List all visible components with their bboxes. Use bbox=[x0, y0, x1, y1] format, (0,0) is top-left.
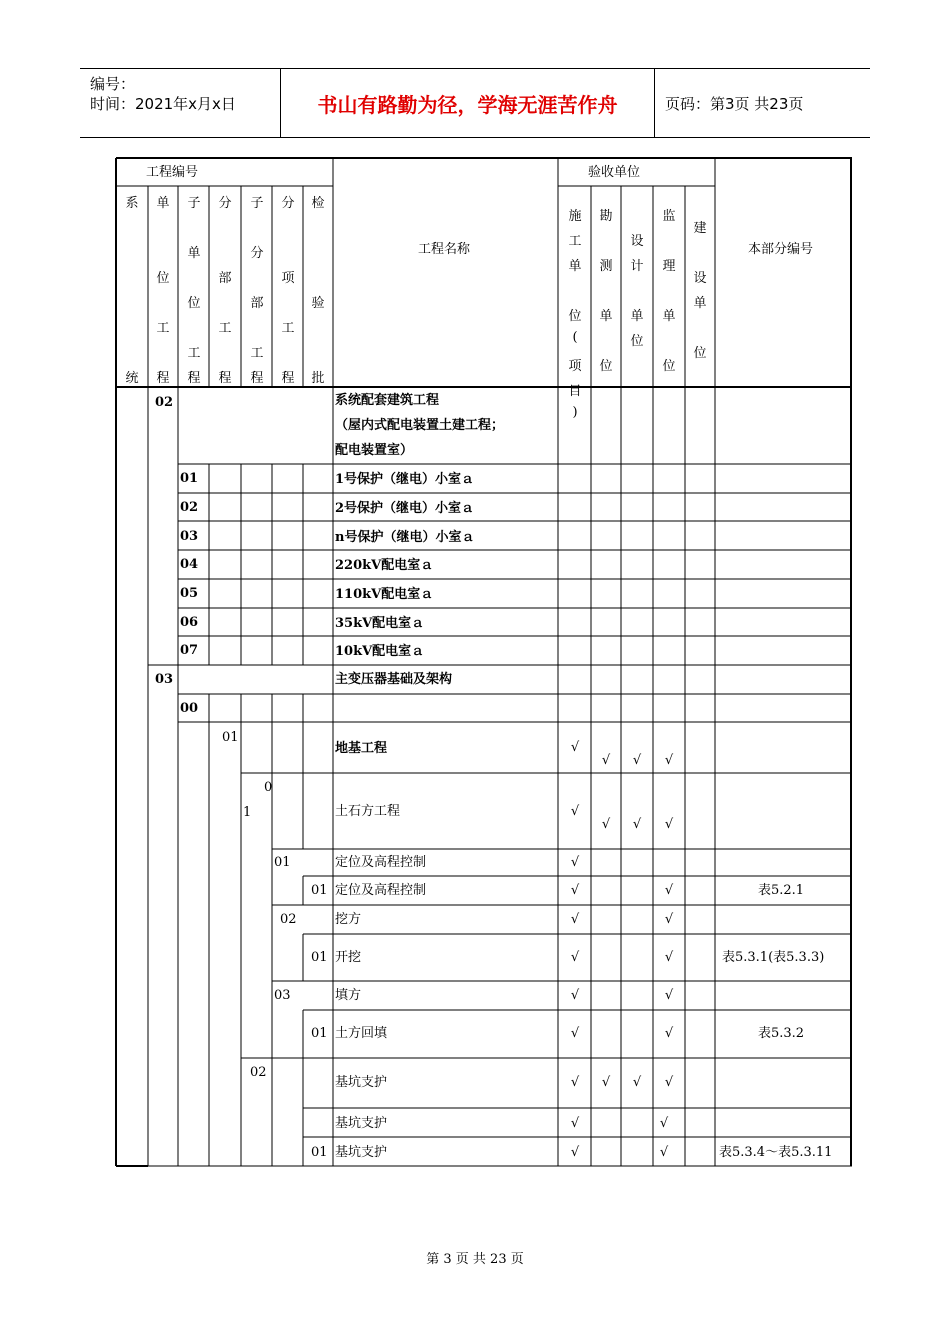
row4-code: 03 bbox=[180, 529, 199, 544]
row17-code: 03 bbox=[274, 988, 291, 1003]
row14-name: 定位及高程控制 bbox=[335, 883, 427, 898]
check-mark: √ bbox=[601, 817, 611, 832]
check-mark: √ bbox=[664, 1075, 674, 1090]
time-label: 时间：2021年x月x日 bbox=[90, 95, 236, 113]
row11-code: 01 bbox=[222, 730, 239, 745]
page-number-label: 页码：第3页 共23页 bbox=[665, 94, 804, 113]
check-mark: √ bbox=[632, 753, 642, 768]
row12-name: 土石方工程 bbox=[335, 804, 401, 819]
check-mark: √ bbox=[570, 912, 580, 927]
row16-code: 01 bbox=[311, 950, 328, 965]
row9-code: 03 bbox=[155, 672, 174, 687]
row1-code: 02 bbox=[155, 395, 174, 410]
page-footer: 第 3 页 共 23 页 bbox=[426, 1252, 524, 1267]
header-part-code: 本部分编号 bbox=[748, 242, 814, 257]
check-mark: √ bbox=[570, 740, 580, 755]
row18-code: 01 bbox=[311, 1026, 328, 1041]
check-mark: √ bbox=[570, 1026, 580, 1041]
row1-name-3: 配电装置室） bbox=[335, 443, 414, 458]
row19-code: 02 bbox=[250, 1065, 267, 1080]
row16-ref: 表5.3.1(表5.3.3) bbox=[722, 950, 825, 965]
row18-ref: 表5.3.2 bbox=[758, 1026, 805, 1041]
row15-code: 02 bbox=[280, 912, 297, 927]
row5-name: 220kV配电室ａ bbox=[335, 558, 434, 573]
check-mark: √ bbox=[664, 817, 674, 832]
check-mark: √ bbox=[664, 988, 674, 1003]
header-group-accept: 验收单位 bbox=[588, 165, 641, 180]
row12-code-a: 0 bbox=[264, 780, 273, 795]
check-mark: √ bbox=[570, 1116, 580, 1131]
row15-name: 挖方 bbox=[335, 912, 362, 927]
check-mark: √ bbox=[570, 883, 580, 898]
number-label: 编号： bbox=[90, 75, 136, 93]
check-mark: √ bbox=[632, 1075, 642, 1090]
check-mark: √ bbox=[632, 817, 642, 832]
row7-name: 35kV配电室ａ bbox=[335, 616, 425, 631]
check-mark: √ bbox=[601, 1075, 611, 1090]
header-motto: 书山有路勤为径，学海无涯苦作舟 bbox=[281, 69, 655, 137]
row8-code: 07 bbox=[180, 643, 199, 658]
check-mark: √ bbox=[659, 1116, 669, 1131]
row4-name: n号保护（继电）小室ａ bbox=[335, 530, 475, 545]
row20-name: 基坑支护 bbox=[335, 1116, 388, 1131]
row21-ref: 表5.3.4～表5.3.11 bbox=[719, 1145, 833, 1160]
check-mark: √ bbox=[601, 753, 611, 768]
row13-name: 定位及高程控制 bbox=[335, 855, 427, 870]
header-project-name: 工程名称 bbox=[418, 242, 471, 257]
row2-code: 01 bbox=[180, 471, 199, 486]
row6-code: 05 bbox=[180, 586, 199, 601]
row1-name-2: （屋内式配电装置土建工程； bbox=[335, 418, 505, 433]
row12-code-b: 1 bbox=[243, 805, 252, 820]
row14-code: 01 bbox=[311, 883, 328, 898]
row7-code: 06 bbox=[180, 615, 199, 630]
row8-name: 10kV配电室ａ bbox=[335, 644, 425, 659]
row21-name: 基坑支护 bbox=[335, 1145, 388, 1160]
header-group-code: 工程编号 bbox=[146, 165, 199, 180]
row3-name: 2号保护（继电）小室ａ bbox=[335, 501, 475, 516]
check-mark: √ bbox=[664, 883, 674, 898]
check-mark: √ bbox=[664, 753, 674, 768]
row17-name: 填方 bbox=[335, 988, 362, 1003]
row1-name-1: 系统配套建筑工程 bbox=[335, 393, 440, 408]
row19-name: 基坑支护 bbox=[335, 1075, 388, 1090]
row13-code: 01 bbox=[274, 855, 291, 870]
row14-ref: 表5.2.1 bbox=[758, 883, 805, 898]
check-mark: √ bbox=[664, 950, 674, 965]
row18-name: 土方回填 bbox=[335, 1026, 388, 1041]
check-mark: √ bbox=[570, 1075, 580, 1090]
check-mark: √ bbox=[570, 950, 580, 965]
row9-name: 主变压器基础及架构 bbox=[335, 672, 453, 687]
check-mark: √ bbox=[570, 855, 580, 870]
check-mark: √ bbox=[570, 804, 580, 819]
row21-code: 01 bbox=[311, 1145, 328, 1160]
check-mark: √ bbox=[664, 912, 674, 927]
row3-code: 02 bbox=[180, 500, 199, 515]
row6-name: 110kV配电室ａ bbox=[335, 587, 434, 602]
check-mark: √ bbox=[570, 988, 580, 1003]
row5-code: 04 bbox=[180, 557, 199, 572]
check-mark: √ bbox=[659, 1145, 669, 1160]
row11-name: 地基工程 bbox=[335, 741, 388, 756]
row16-name: 开挖 bbox=[335, 950, 362, 965]
check-mark: √ bbox=[664, 1026, 674, 1041]
row10-code: 00 bbox=[180, 701, 199, 716]
row2-name: 1号保护（继电）小室ａ bbox=[335, 472, 475, 487]
check-mark: √ bbox=[570, 1145, 580, 1160]
